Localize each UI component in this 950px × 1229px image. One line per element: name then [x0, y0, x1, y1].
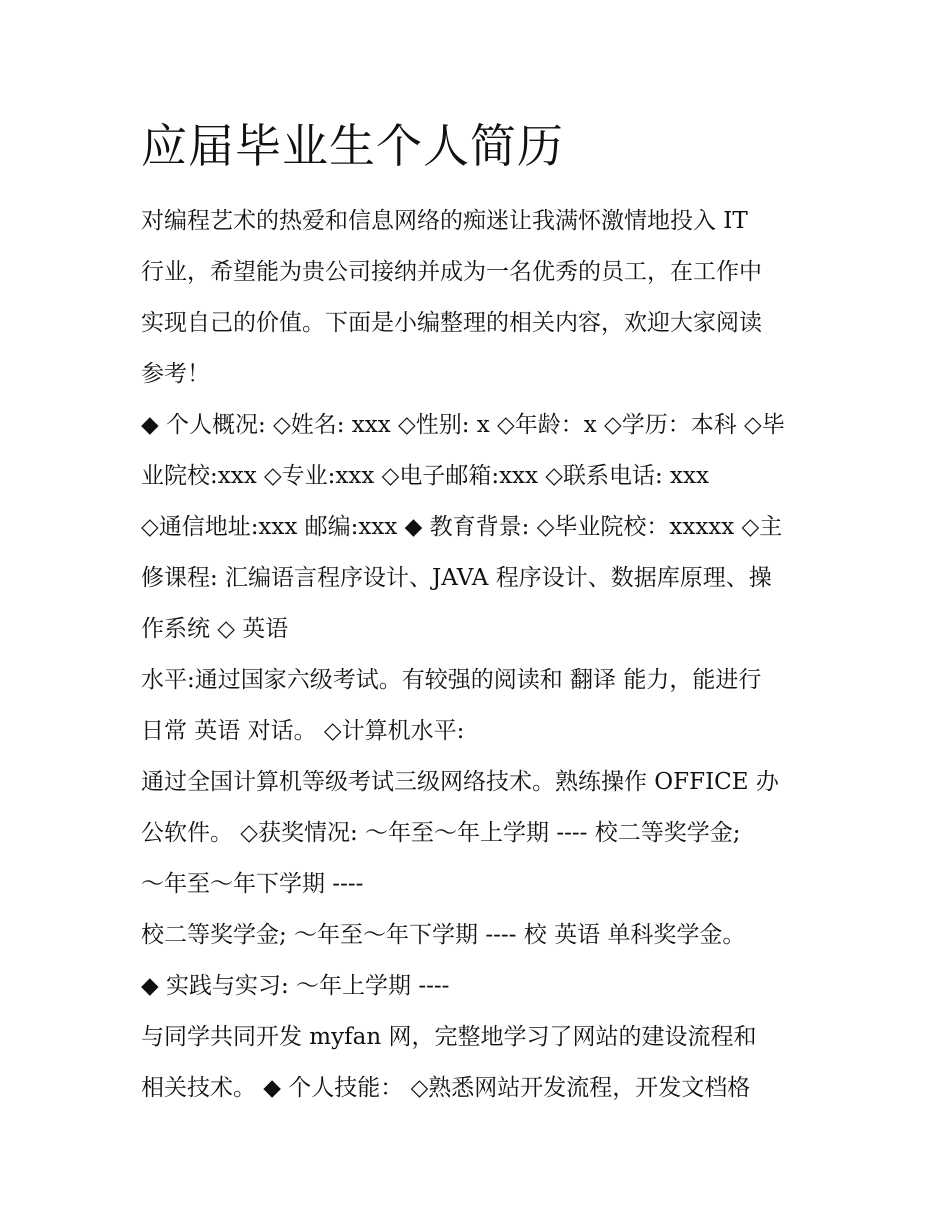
body-line: 日常 英语 对话。 ◇计算机水平: [141, 718, 465, 744]
body-line: 作系统 ◇ 英语 [141, 616, 289, 642]
body-line: 校二等奖学金; ～年至～年下学期 ---- 校 英语 单科奖学金。 [141, 922, 746, 948]
body-line: 业院校:xxx ◇专业:xxx ◇电子邮箱:xxx ◇联系电话: xxx [141, 463, 709, 489]
body-line: 通过全国计算机等级考试三级网络技术。熟练操作 OFFICE 办 [141, 769, 779, 795]
body-line: ◆ 实践与实习: ～年上学期 ---- [141, 973, 450, 999]
document-body [141, 196, 821, 1114]
body-line: 公软件。 ◇获奖情况: ～年至～年上学期 ---- 校二等奖学金; [141, 820, 741, 846]
body-line: ◆ 个人概况: ◇姓名: xxx ◇性别: x ◇年龄：x ◇学历：本科 ◇毕 [141, 412, 785, 438]
body-line: 相关技术。 ◆ 个人技能： ◇熟悉网站开发流程，开发文档格 [141, 1075, 751, 1101]
body-line: 行业，希望能为贵公司接纳并成为一名优秀的员工，在工作中 [141, 259, 762, 285]
body-line: 修课程: 汇编语言程序设计、JAVA 程序设计、数据库原理、操 [141, 565, 772, 591]
body-line: 对编程艺术的热爱和信息网络的痴迷让我满怀激情地投入 IT [141, 208, 748, 234]
document-page [141, 110, 821, 1114]
body-line: 与同学共同开发 myfan 网，完整地学习了网站的建设流程和 [141, 1024, 757, 1050]
body-line: ◇通信地址:xxx 邮编:xxx ◆ 教育背景: ◇毕业院校：xxxxx ◇主 [141, 514, 783, 540]
body-line: 参考！ [141, 361, 210, 387]
body-line: 实现自己的价值。下面是小编整理的相关内容，欢迎大家阅读 [141, 310, 762, 336]
body-line: 水平:通过国家六级考试。有较强的阅读和 翻译 能力，能进行 [141, 667, 762, 693]
document-title: 应届毕业生个人简历 [141, 119, 564, 173]
body-line: ～年至～年下学期 ---- [141, 871, 364, 897]
